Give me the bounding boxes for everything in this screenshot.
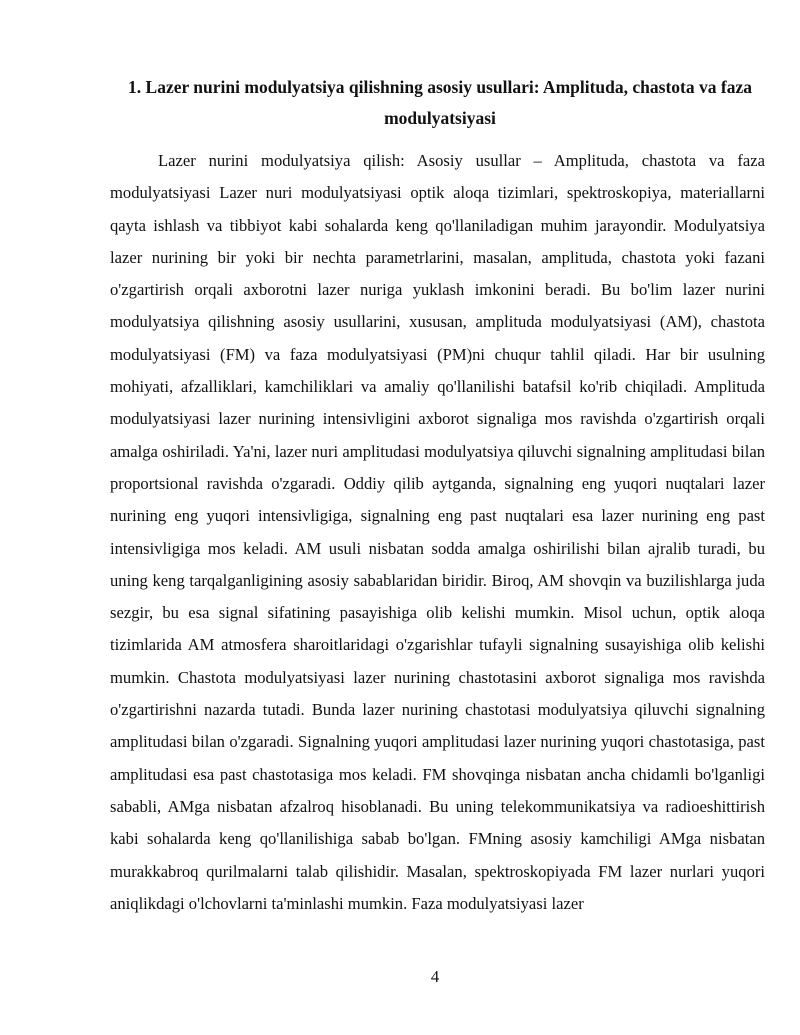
section-heading: 1. Lazer nurini modulyatsiya qilishning asosiy usullari: Amplituda, chastota va faza modulyatsiyasi (128, 77, 752, 128)
page-number: 4 (430, 967, 440, 986)
body-paragraph: Lazer nurini modulyatsiya qilish: Asosiy usullar – Amplituda, chastota va faza modulyatsiyasi Lazer nuri modulyatsiyasi optik aloqa tizimlari, spektroskopiya, materiallarni qayta ishlash va tibbiyot kabi sohalarda keng qo'llaniladigan muhim jarayondir. Modulyatsiya lazer nurining bir yoki bir nechta parametrlarini, masalan, amplituda, chastota yoki fazani o'zgartirish orqali axborotni lazer nuriga yuklash imkonini beradi. Bu bo'lim lazer nurini modulyatsiya qilishning asosiy usullarini, xususan, amplituda modulyatsiyasi (AM), chastota modulyatsiyasi (FM) va faza modulyatsiyasi (PM)ni chuqur tahlil qiladi. Har bir usulning mohiyati, afzalliklari, kamchiliklari va amaliy qo'llanilishi batafsil ko'rib chiqiladi. Amplituda modulyatsiyasi lazer nurining intensivligini axborot signaliga mos ravishda o'zgartirish orqali amalga oshiriladi. Ya'ni, lazer nuri amplitudasi modulyatsiya qiluvchi signalning amplitudasi bilan proportsional ravishda o'zgaradi. Oddiy qilib aytganda, signalning eng yuqori nuqtalari lazer nurining eng yuqori intensivligiga, signalning eng past nuqtalari esa lazer nurining eng past intensivligiga mos keladi. AM usuli nisbatan sodda amalga oshirilishi bilan ajralib turadi, bu uning keng tarqalganligining asosiy sabablaridan biridir. Biroq, AM shovqin va buzilishlarga juda sezgir, bu esa signal sifatining pasayishiga olib kelishi mumkin. Misol uchun, optik aloqa tizimlarida AM atmosfera sharoitlaridagi o'zgarishlar tufayli signalning susayishiga olib kelishi mumkin. Chastota modulyatsiyasi lazer nurining chastotasini axborot signaliga mos ravishda o'zgartirishni nazarda tutadi. Bunda lazer nurining chastotasi modulyatsiya qiluvchi signalning amplitudasi bilan o'zgaradi. Signalning yuqori amplitudasi lazer nurining yuqori chastotasiga, past amplitudasi esa past chastotasiga mos keladi. FM shovqinga nisbatan ancha chidamli bo'lganligi sababli, AMga nisbatan afzalroq hisoblanadi. Bu uning telekommunikatsiya va radioeshittirish kabi sohalarda keng qo'llanilishiga sabab bo'lgan. FMning asosiy kamchiligi AMga nisbatan murakkabroq qurilmalarni talab qilishidir. Masalan, spektroskopiyada FM lazer nurlari yuqori aniqlikdagi o'lchovlarni ta'minlashi mumkin. Faza modulyatsiyasi lazer (110, 151, 765, 913)
